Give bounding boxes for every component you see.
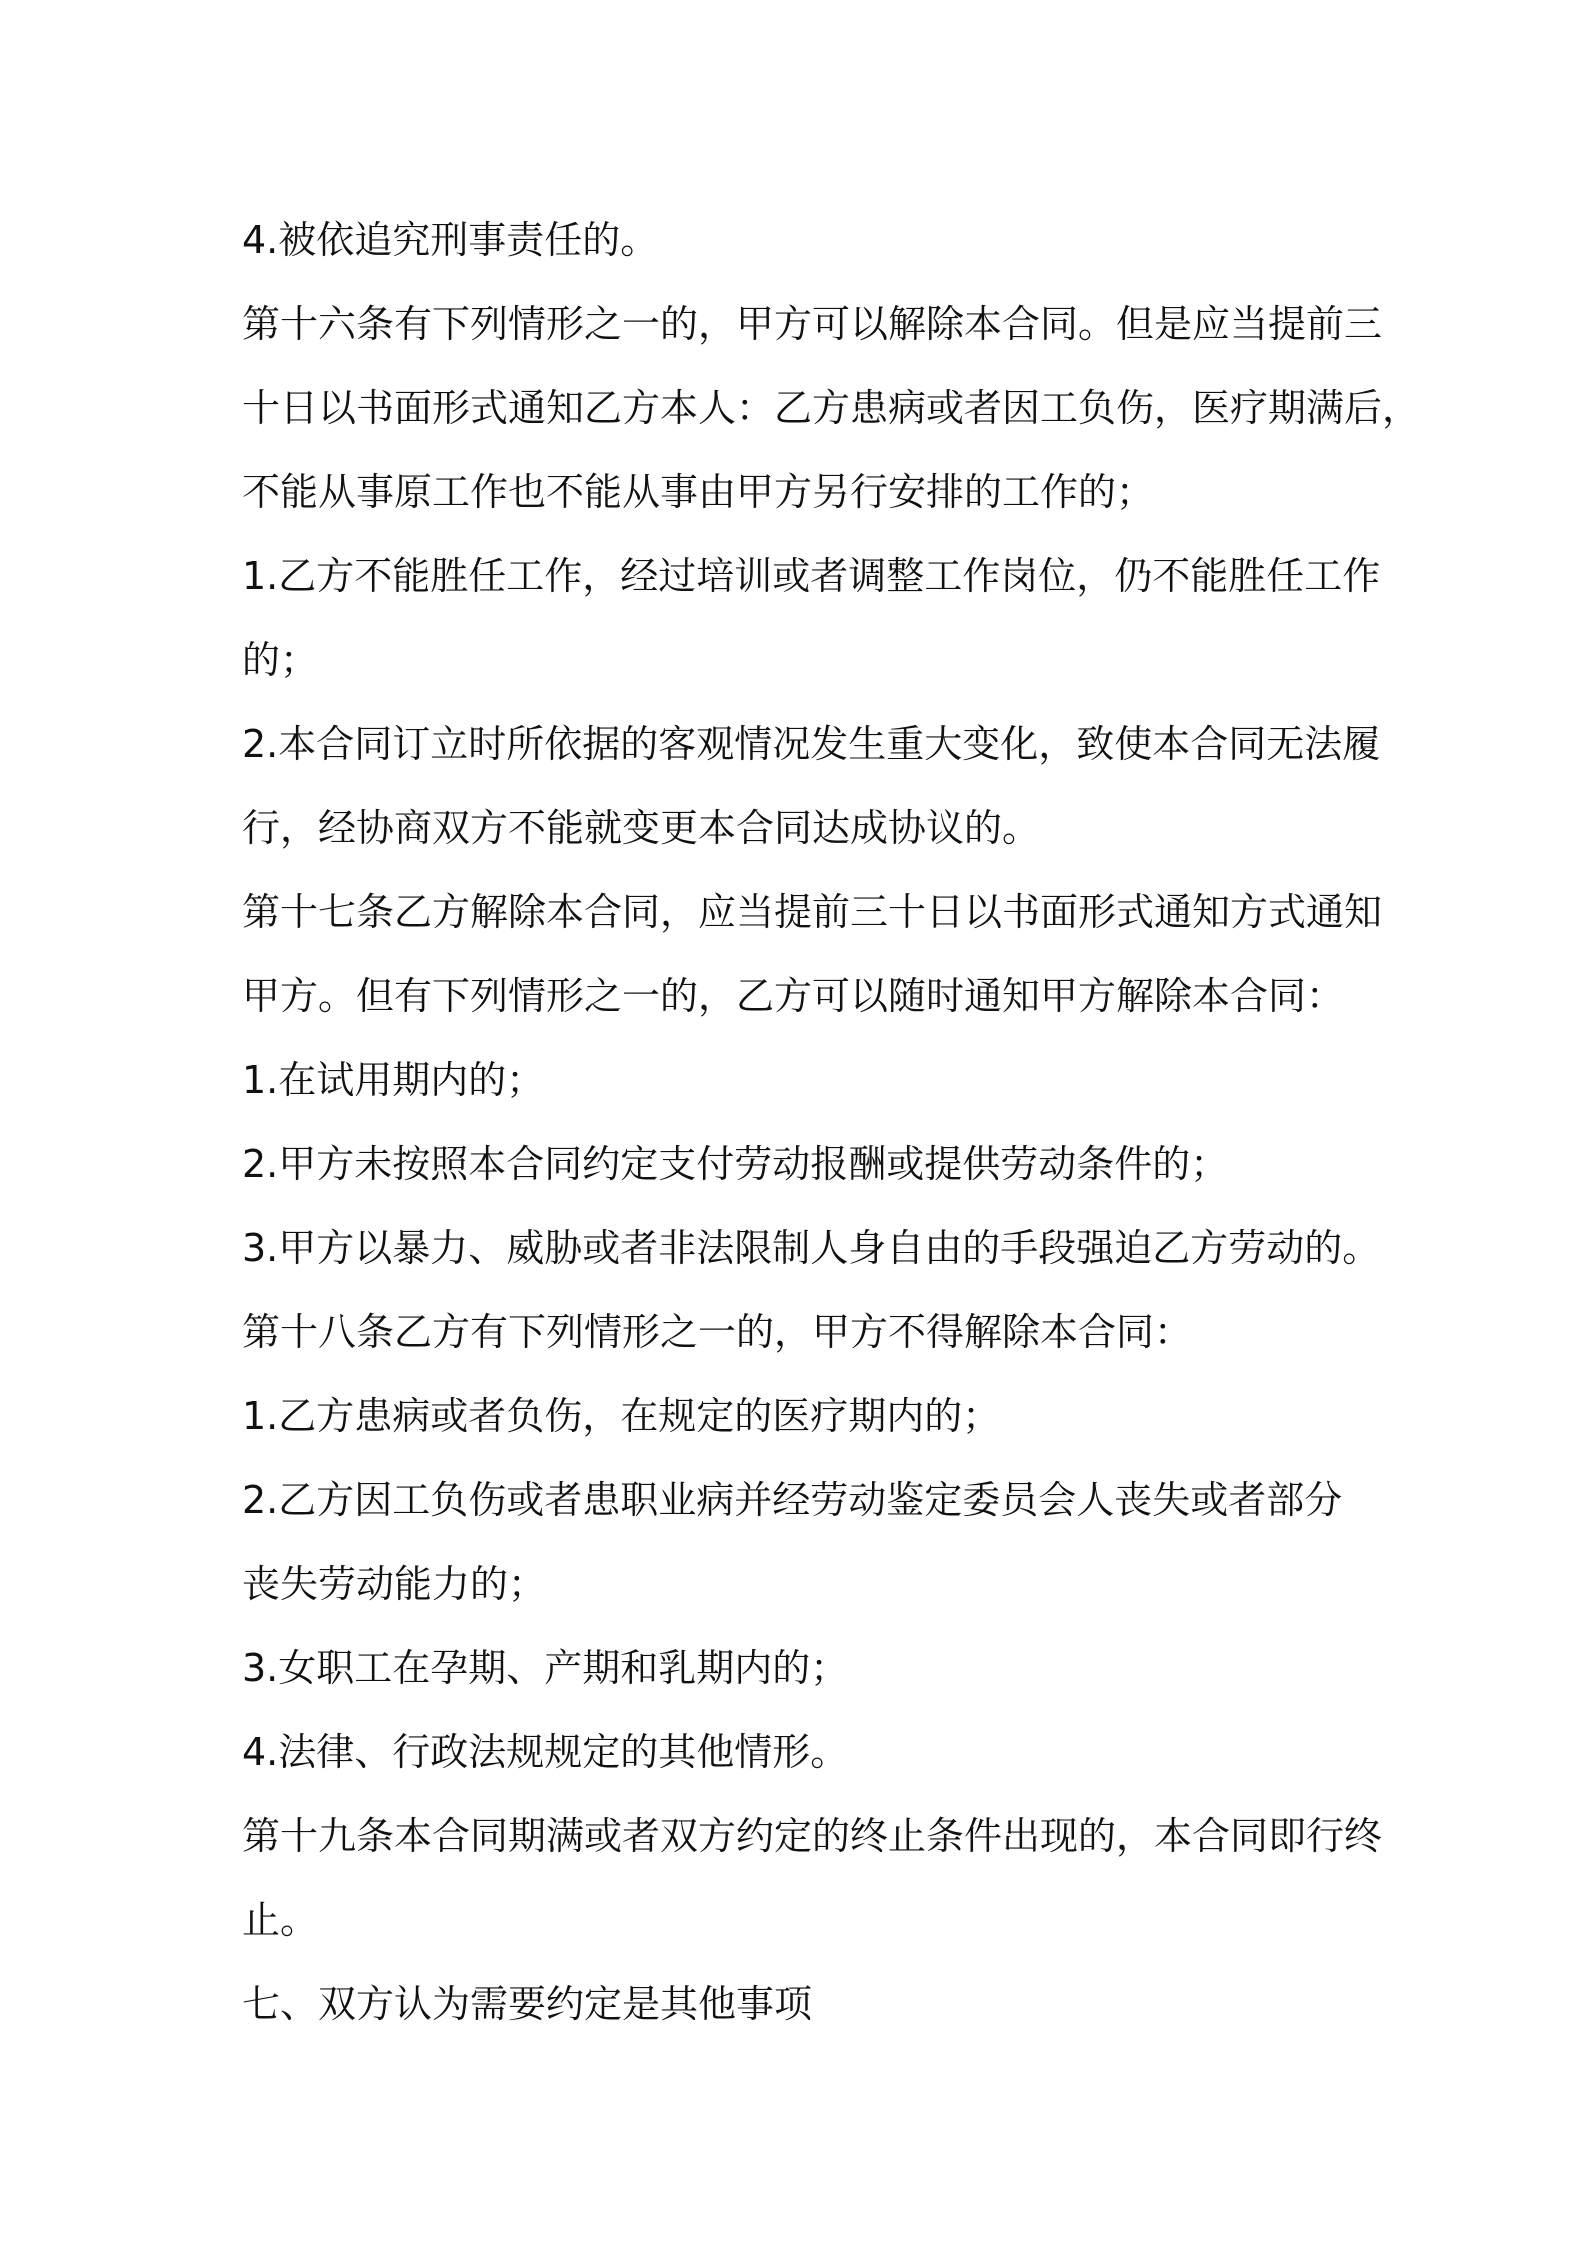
- text-line: 七、双方认为需要约定是其他事项: [242, 1982, 813, 2026]
- text-line: 第十七条乙方解除本合同，应当提前三十日以书面形式通知方式通知: [242, 890, 1383, 934]
- text-line: 4.法律、行政法规规定的其他情形。: [242, 1730, 849, 1774]
- text-line: 止。: [242, 1898, 319, 1942]
- text-line: 1.乙方不能胜任工作，经过培训或者调整工作岗位，仍不能胜任工作: [242, 554, 1381, 598]
- text-line: 行，经协商双方不能就变更本合同达成协议的。: [242, 806, 1041, 850]
- text-line: 3.女职工在孕期、产期和乳期内的；: [242, 1646, 849, 1690]
- text-line: 第十九条本合同期满或者双方约定的终止条件出现的，本合同即行终: [242, 1814, 1383, 1858]
- text-line: 1.在试用期内的；: [242, 1058, 545, 1102]
- text-line: 第十六条有下列情形之一的，甲方可以解除本合同。但是应当提前三: [242, 302, 1383, 346]
- text-line: 3.甲方以暴力、威胁或者非法限制人身自由的手段强迫乙方劳动的。: [242, 1226, 1381, 1270]
- text-line: 2.本合同订立时所依据的客观情况发生重大变化，致使本合同无法履: [242, 722, 1381, 766]
- text-line: 第十八条乙方有下列情形之一的，甲方不得解除本合同：: [242, 1310, 1193, 1354]
- text-line: 2.甲方未按照本合同约定支付劳动报酬或提供劳动条件的；: [242, 1142, 1229, 1186]
- text-line: 甲方。但有下列情形之一的，乙方可以随时通知甲方解除本合同：: [242, 974, 1345, 1018]
- text-line: 4.被依追究刑事责任的。: [242, 218, 659, 262]
- text-line: 十日以书面形式通知乙方本人：乙方患病或者因工负伤，医疗期满后，: [242, 386, 1421, 430]
- text-line: 不能从事原工作也不能从事由甲方另行安排的工作的；: [242, 470, 1155, 514]
- document-body: [242, 198, 1421, 2046]
- text-line: 丧失劳动能力的；: [242, 1562, 547, 1606]
- text-line: 的；: [242, 638, 319, 682]
- text-line: 2.乙方因工负伤或者患职业病并经劳动鉴定委员会人丧失或者部分: [242, 1478, 1343, 1522]
- text-line: 1.乙方患病或者负伤，在规定的医疗期内的；: [242, 1394, 1001, 1438]
